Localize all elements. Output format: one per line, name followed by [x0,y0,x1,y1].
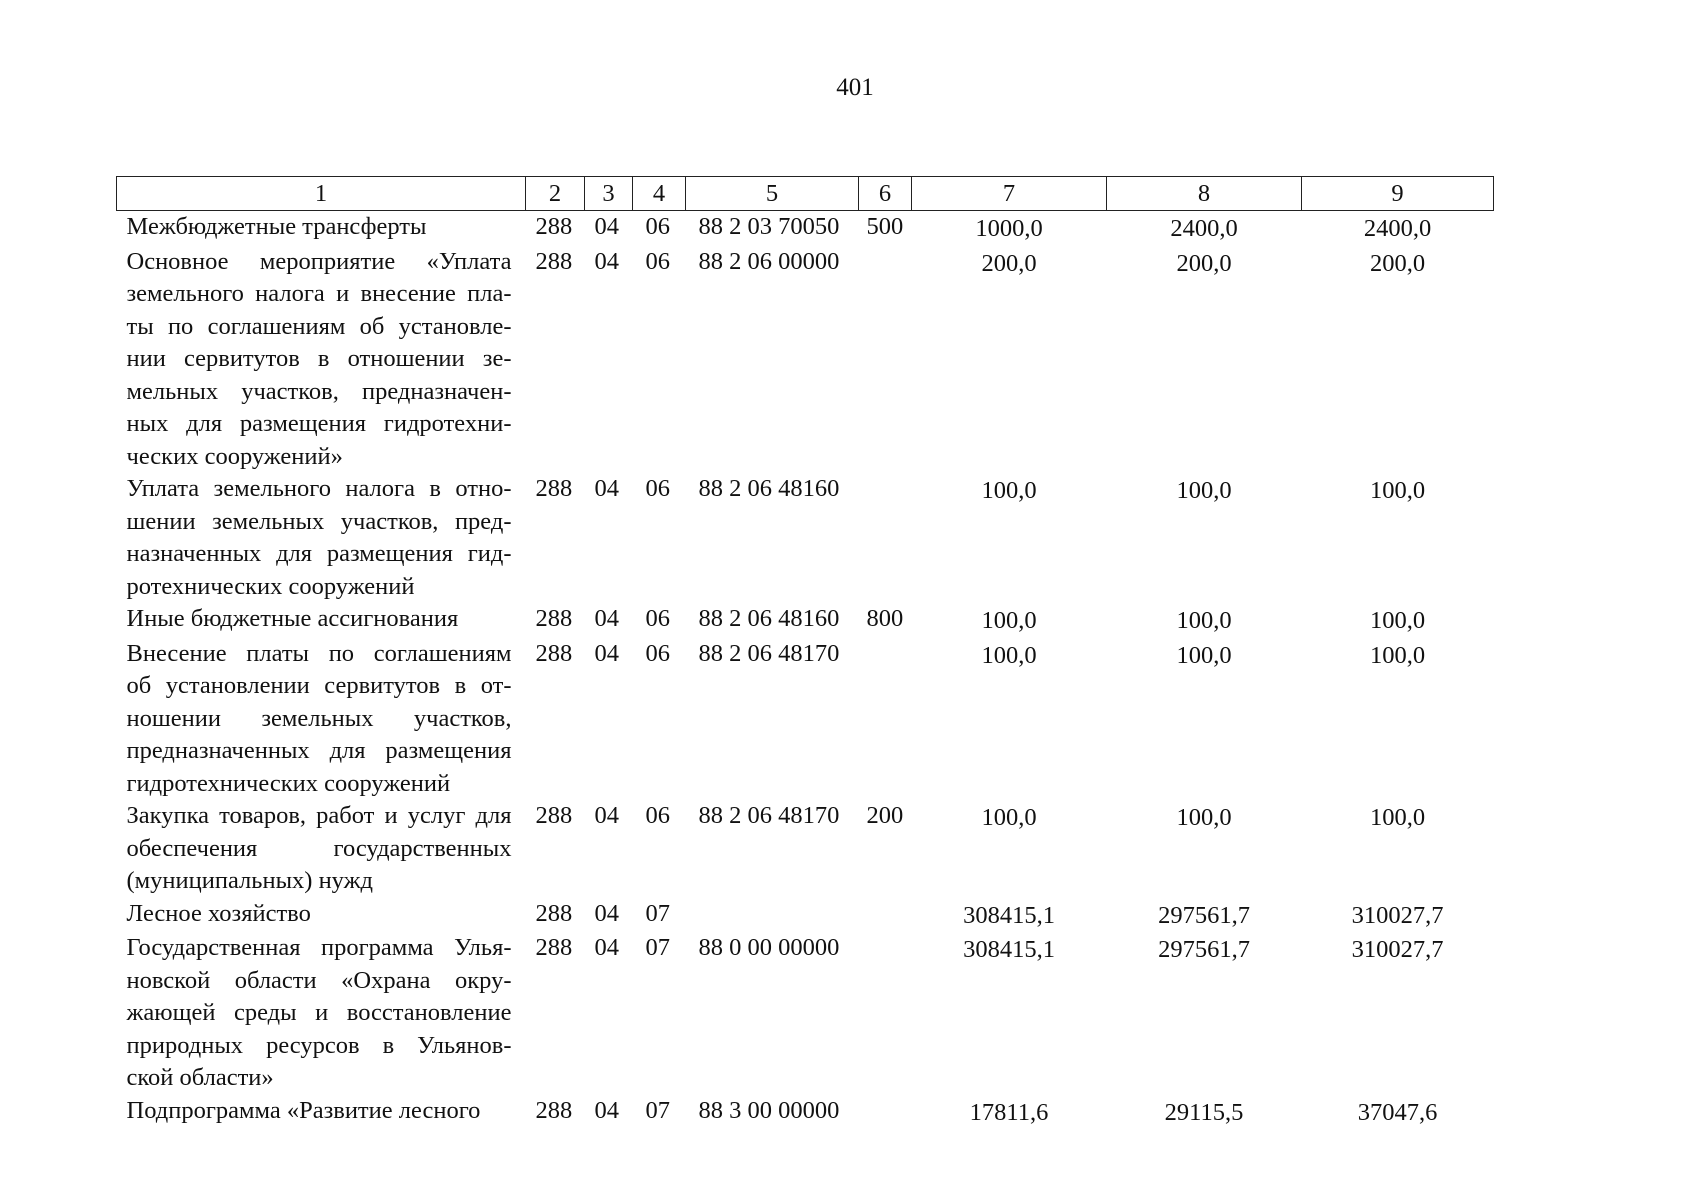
cell-col-6 [859,246,912,474]
cell-col-9: 100,0 [1369,641,1426,669]
row-name-line: Внесение платы по соглашениям [126,639,512,667]
cell-col-3: 04 [594,639,619,667]
cell-col-5: 88 2 06 48170 [698,802,840,829]
row-name-cell [117,246,526,474]
cell-col-4: 06 [645,247,670,275]
cell-col-7: 100,0 [981,804,1037,831]
row-name-line: шении земельных участков, пред- [126,507,512,535]
cell-col-5: 88 2 06 00000 [698,247,840,275]
page-number: 401 [836,74,874,101]
table-row [117,800,1494,898]
cell-col-7: 1000,0 [975,215,1043,242]
cell-col-2: 288 [535,899,573,927]
cell-col-6 [859,638,912,801]
row-name-line: мельных участков, предназначен- [126,377,512,405]
row-name-cell [117,638,526,801]
column-header-3: 3 [585,177,633,211]
cell-col-6 [859,898,912,933]
row-name-line: обеспечения государственных [126,834,512,862]
table-body [117,211,1494,1130]
cell-col-5 [686,898,859,933]
row-name-cell [117,211,526,246]
cell-col-7: 100,0 [981,607,1037,634]
cell-col-4: 06 [645,213,670,240]
row-name-cell [117,800,526,898]
row-name-line: Закупка товаров, работ и услуг для [126,802,512,829]
table-row [117,638,1494,801]
column-header-1: 1 [117,177,526,211]
cell-col-3: 04 [594,475,619,502]
row-name-line: предназначенных для размещения [126,737,512,764]
cell-col-6 [859,473,912,603]
row-name-cell [117,898,526,933]
cell-col-3: 04 [594,605,619,632]
table-row [117,603,1494,638]
cell-col-5: 88 2 06 48160 [698,475,840,502]
row-name-line: новской области «Охрана окру- [126,966,512,994]
cell-col-4: 06 [645,802,670,829]
row-name-line: Основное мероприятие «Уплата [126,247,512,275]
cell-col-4: 06 [645,475,670,502]
column-header-8: 8 [1107,177,1302,211]
cell-col-5: 88 2 06 48170 [698,639,840,667]
cell-col-2: 288 [535,802,573,829]
cell-col-3: 04 [594,934,619,961]
cell-col-2: 288 [535,934,573,961]
cell-col-7: 308415,1 [963,936,1055,963]
row-name-line: назначенных для размещения гид- [126,540,512,567]
row-name-line: природных ресурсов в Ульянов- [126,1031,512,1059]
row-name-line: гидротехнических сооружений [126,769,451,797]
column-header-5: 5 [686,177,859,211]
row-name-line: об установлении сервитутов в от- [126,672,512,699]
cell-col-3: 04 [594,1096,619,1124]
row-name-line: жающей среды и восстановление [126,999,512,1026]
cell-col-2: 288 [535,213,573,240]
cell-col-9: 37047,6 [1357,1098,1438,1126]
table-row [117,932,1494,1095]
table-row [117,473,1494,603]
cell-col-7: 17811,6 [969,1098,1049,1126]
cell-col-5: 88 2 06 48160 [698,605,840,632]
table-header [117,177,1494,211]
cell-col-4: 07 [645,1096,670,1124]
cell-col-6 [859,932,912,1095]
row-name-line: ской области» [126,1064,274,1091]
cell-col-7: 100,0 [981,477,1037,504]
cell-col-8: 200,0 [1176,249,1232,277]
cell-col-4: 06 [645,639,670,667]
cell-col-6: 200 [866,802,904,829]
budget-table [116,176,1494,1129]
cell-col-2: 288 [535,605,573,632]
cell-col-3: 04 [594,247,619,275]
column-header-7: 7 [912,177,1107,211]
row-name-line: Лесное хозяйство [126,899,311,927]
cell-col-5: 88 2 03 70050 [698,213,840,240]
cell-col-8: 2400,0 [1170,215,1238,242]
table-row [117,1095,1494,1130]
row-name-line: ты по соглашениям об установле- [126,312,512,340]
cell-col-2: 288 [535,1096,573,1124]
cell-col-3: 04 [594,802,619,829]
column-header-6: 6 [859,177,912,211]
cell-col-7: 100,0 [981,641,1037,669]
cell-col-3: 04 [594,213,619,240]
cell-col-8: 297561,7 [1158,901,1250,929]
cell-col-7: 200,0 [981,249,1037,277]
cell-col-8: 100,0 [1176,477,1232,504]
row-name-cell [117,473,526,603]
cell-col-9: 100,0 [1369,804,1426,831]
table-row [117,898,1494,933]
row-name-line: ных для размещения гидротехни- [126,410,512,437]
column-header-2: 2 [526,177,585,211]
cell-col-5: 88 3 00 00000 [698,1096,840,1124]
row-name-line: Межбюджетные трансферты [126,213,427,240]
cell-col-2: 288 [535,475,573,502]
cell-col-5: 88 0 00 00000 [698,934,840,961]
row-name-line: земельного налога и внесение пла- [126,280,512,307]
cell-col-3: 04 [594,899,619,927]
row-name-line: нии сервитутов в отношении зе- [126,345,512,372]
cell-col-7: 308415,1 [963,901,1055,929]
row-name-line: Иные бюджетные ассигнования [126,605,459,632]
cell-col-6: 500 [866,213,904,240]
row-name-line: (муниципальных) нужд [126,867,373,894]
table-row [117,211,1494,246]
row-name-cell [117,932,526,1095]
row-name-line: ношении земельных участков, [126,704,512,732]
cell-col-8: 100,0 [1176,607,1232,634]
cell-col-8: 29115,5 [1164,1098,1244,1126]
table-row [117,246,1494,474]
cell-col-9: 2400,0 [1363,215,1432,242]
cell-col-9: 100,0 [1369,477,1426,504]
cell-col-4: 07 [645,899,670,927]
row-name-line: Уплата земельного налога в отно- [126,475,512,502]
cell-col-8: 100,0 [1176,804,1232,831]
row-name-line: ротехнических сооружений [126,572,415,600]
cell-col-2: 288 [535,247,573,275]
cell-col-9: 310027,7 [1351,901,1444,929]
cell-col-4: 07 [645,934,670,961]
cell-col-6: 800 [866,605,904,632]
row-name-line: ческих сооружений» [126,442,343,470]
column-header-9: 9 [1302,177,1494,211]
cell-col-2: 288 [535,639,573,667]
cell-col-9: 100,0 [1369,607,1426,634]
row-name-cell [117,603,526,638]
cell-col-9: 310027,7 [1351,936,1444,963]
cell-col-6 [859,1095,912,1130]
row-name-line: Подпрограмма «Развитие лесного [126,1096,481,1124]
row-name-cell [117,1095,526,1130]
cell-col-8: 100,0 [1176,641,1232,669]
cell-col-9: 200,0 [1369,249,1426,277]
cell-col-4: 06 [645,605,670,632]
cell-col-8: 297561,7 [1158,936,1250,963]
column-header-4: 4 [633,177,686,211]
row-name-line: Государственная программа Улья- [126,934,512,961]
